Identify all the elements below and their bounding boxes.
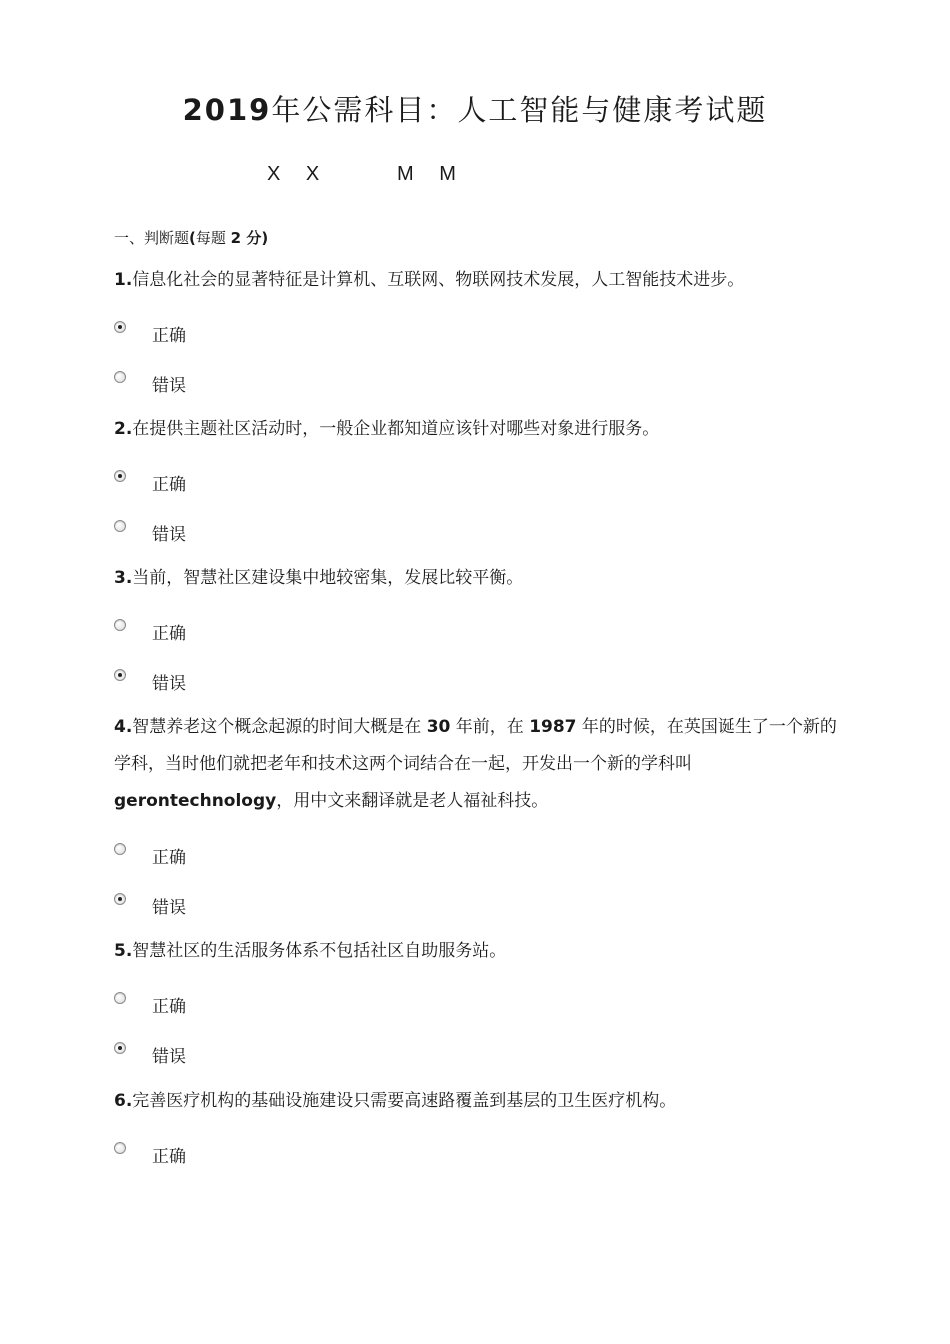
question-text-d: ，用中文来翻译就是老人福祉科技。: [276, 791, 549, 811]
section-heading: [114, 227, 268, 248]
question-3: [114, 560, 844, 597]
question-text-b: 年前，在: [450, 717, 530, 737]
question-text-a: 智慧养老这个概念起源的时间大概是在: [132, 717, 427, 737]
option-label: 正确: [152, 1147, 186, 1167]
question-number: 5.: [114, 941, 133, 961]
question-text-c: 年的时候，在英国诞生了一个新的学科，当时他们就把老年和技术这两个词结合在一起，开发出一个新的学科叫: [114, 717, 837, 774]
question-number-1987: 1987: [529, 717, 577, 737]
option-label: 错误: [152, 898, 186, 918]
question-text: 信息化社会的显著特征是计算机、互联网、物联网技术发展，人工智能技术进步。: [132, 270, 745, 290]
question-number: 1.: [114, 270, 133, 290]
radio-icon[interactable]: [114, 321, 126, 333]
option-label: 正确: [152, 997, 186, 1017]
question-term: gerontechnology: [114, 791, 277, 811]
question-number: 3.: [114, 568, 133, 588]
radio-icon[interactable]: [114, 1042, 126, 1054]
option-label: 正确: [152, 326, 186, 346]
section-middle: 每题: [195, 229, 231, 247]
question-1: [114, 262, 844, 299]
radio-icon[interactable]: [114, 669, 126, 681]
option-label: 正确: [152, 624, 186, 644]
section-suffix: 分): [241, 229, 269, 247]
question-4: [114, 709, 844, 820]
question-number: 4.: [114, 717, 133, 737]
radio-icon[interactable]: [114, 992, 126, 1004]
question-6: [114, 1083, 844, 1120]
option-label: 错误: [152, 376, 186, 396]
option-label: 正确: [152, 848, 186, 868]
question-text: 完善医疗机构的基础设施建设只需要高速路覆盖到基层的卫生医疗机构。: [132, 1091, 677, 1111]
option-label: 错误: [152, 1047, 186, 1067]
title-year: 2019: [182, 93, 272, 127]
radio-icon[interactable]: [114, 619, 126, 631]
meta-left: X X: [267, 163, 330, 185]
option-label: 错误: [152, 525, 186, 545]
question-text: 在提供主题社区活动时，一般企业都知道应该针对哪些对象进行服务。: [132, 419, 660, 439]
section-prefix: 一、判断题: [114, 229, 190, 247]
meta-right: M M: [397, 163, 466, 185]
question-2: [114, 411, 844, 448]
question-number: 2.: [114, 419, 133, 439]
section-paren-open: (: [189, 229, 196, 247]
title-text: 年公需科目：人工智能与健康考试题: [271, 93, 768, 127]
section-points: 2: [230, 229, 242, 247]
radio-icon[interactable]: [114, 371, 126, 383]
question-5: [114, 933, 844, 970]
radio-icon[interactable]: [114, 520, 126, 532]
question-number: 6.: [114, 1091, 133, 1111]
radio-icon[interactable]: [114, 893, 126, 905]
question-text: 当前，智慧社区建设集中地较密集，发展比较平衡。: [132, 568, 524, 588]
radio-icon[interactable]: [114, 470, 126, 482]
option-label: 正确: [152, 475, 186, 495]
radio-icon[interactable]: [114, 1142, 126, 1154]
radio-icon[interactable]: [114, 843, 126, 855]
question-text: 智慧社区的生活服务体系不包括社区自助服务站。: [132, 941, 507, 961]
question-number-30: 30: [426, 717, 451, 737]
option-label: 错误: [152, 674, 186, 694]
page-title: [0, 88, 950, 129]
